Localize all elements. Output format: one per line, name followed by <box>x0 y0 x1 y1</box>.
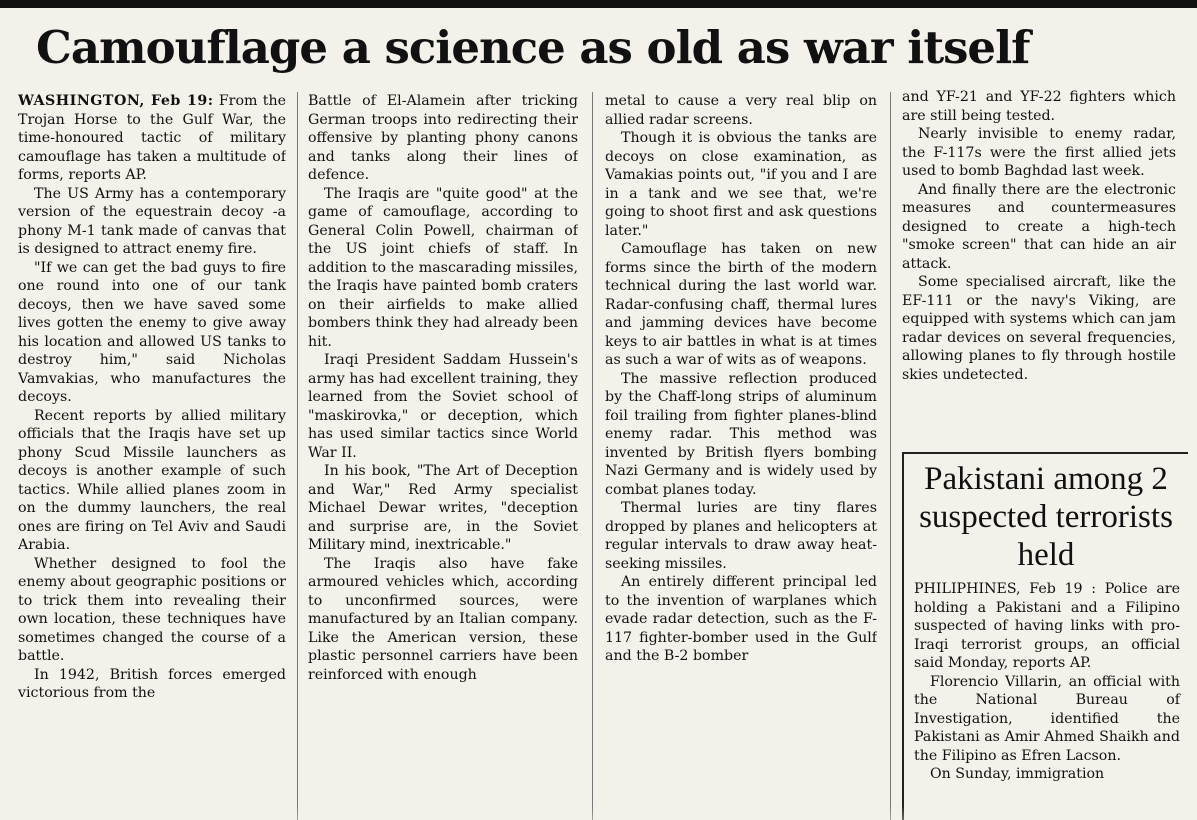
top-rule <box>0 0 1197 8</box>
article-paragraph: An entirely different principal led to the invention of warplanes which evade radar detection, such as the F-117 fighter-bomber used in the Gulf and the B-2 bomber <box>605 574 877 664</box>
article-paragraph: The Iraqis also have fake armoured vehicles which, according to unconfirmed sources, were manufactured by an Italian company. Like the American version, these plastic personnel carriers have been reinforced with enough <box>308 555 578 683</box>
article-paragraph: Battle of El-Alamein after tricking German troops into redirecting their offensive by planting phony canons and tanks along their lines of defence. <box>308 93 578 183</box>
article-paragraph: Though it is obvious the tanks are decoys on close examination, as Vamakias points out, "if you and I are in a tank and we see that, we're going to shoot first and ask questions later." <box>605 130 877 239</box>
sidebar-headline: Pakistani among 2 suspected terrorists held <box>919 461 1173 573</box>
article-column-4 <box>902 88 1176 448</box>
article-paragraph: Some specialised aircraft, like the EF-111 or the navy's Viking, are equipped with systems which can jam radar devices on several frequencies, allowing planes to fly through hostile skies undetected. <box>902 274 1176 383</box>
sidebar-paragraph: Florencio Villarin, an official with the National Bureau of Investigation, identified the Pakistani as Amir Ahmed Shaikh and the Filipino as Efren Lacson. <box>914 673 1180 764</box>
article-paragraph: The massive reflection produced by the Chaff-long strips of aluminum foil trailing from fighter planes-blind enemy radar. This method was invented by British flyers bombing Nazi Germany and is widely used by combat planes today. <box>605 370 877 498</box>
article-paragraph: and YF-21 and YF-22 fighters which are still being tested. <box>902 89 1176 124</box>
article-paragraph: Whether designed to fool the enemy about geographic positions or to trick them into revealing their own location, these techniques have sometimes changed the course of a battle. <box>18 555 286 664</box>
column-divider <box>890 92 891 820</box>
sidebar-dateline: PHILIPHINES, Feb 19 : <box>914 581 1097 597</box>
page-edge <box>0 806 1197 820</box>
article-paragraph: The US Army has a contemporary version of the equestrain decoy -a phony M-1 tank made of canvas that is designed to attract enemy fire. <box>18 185 286 257</box>
column-divider <box>592 92 593 820</box>
article-paragraph: metal to cause a very real blip on allied radar screens. <box>605 93 877 128</box>
article-paragraph <box>18 92 286 185</box>
dateline: WASHINGTON, Feb 19: <box>18 93 214 109</box>
article-paragraph: In 1942, British forces emerged victorious from the <box>18 666 286 701</box>
article-paragraph: Recent reports by allied military officials that the Iraqis have set up phony Scud Missile launchers as decoys is another example of such tactics. While allied planes zoom in on the dummy launchers, the real ones are firing on Tel Aviv and Saudi Arabia. <box>18 407 286 553</box>
sidebar-paragraph <box>914 580 1180 673</box>
column-divider <box>297 92 298 820</box>
article-paragraph: Nearly invisible to enemy radar, the F-117s were the first allied jets used to bomb Baghdad last week. <box>902 126 1176 179</box>
article-column-3 <box>605 92 877 820</box>
paragraph-text: Police are holding a Pakistani and a Filipino suspected of having links with pro-Iraqi terrorist groups, an official said Monday, reports AP. <box>914 581 1180 671</box>
sidebar-body <box>904 580 1188 784</box>
article-column-2 <box>308 92 578 820</box>
paragraph-text: From the Trojan Horse to the Gulf War, the time-honoured tactic of military camouflage has taken a multitude of forms, reports AP. <box>18 93 286 183</box>
headline: Camouflage a science as old as war itself <box>36 21 1030 74</box>
article-paragraph: And finally there are the electronic measures and countermeasures designed to create a high-tech "smoke screen" that can hide an air attack. <box>902 181 1176 272</box>
sidebar-story <box>902 452 1188 820</box>
article-paragraph: In his book, "The Art of Deception and War," Red Army specialist Michael Dewar writes, "deception and surprise are, in the Soviet Military mind, inextricable." <box>308 463 578 553</box>
article-paragraph: The Iraqis are "quite good" at the game of camouflage, according to General Colin Powell, chairman of the US joint chiefs of staff. In addition to the mascarading missiles, the Iraqis have painted bomb craters on their airfields to make allied bombers think they had already been hit. <box>308 185 578 350</box>
article-paragraph: "If we can get the bad guys to fire one round into one of our tank decoys, then we have saved some lives gotten the enemy to give away his location and allowed US tanks to destroy him," said Nicholas Vamvakias, who manufactures the decoys. <box>18 259 286 405</box>
article-paragraph: Camouflage has taken on new forms since the birth of the modern technical during the last world war. Radar-confusing chaff, thermal lures and jamming devices have become keys to air battles in what is at times as such a war of wits as of weapons. <box>605 241 877 368</box>
article-paragraph: Thermal luries are tiny flares dropped by planes and helicopters at regular intervals to draw away heat-seeking missiles. <box>605 500 877 572</box>
article-paragraph: Iraqi President Saddam Hussein's army has had excellent training, they learned from the Soviet school of "maskirovka," or deception, which has used similar tactics since World War II. <box>308 352 578 461</box>
article-column-1 <box>18 92 286 820</box>
sidebar-paragraph: On Sunday, immigration <box>930 766 1105 782</box>
